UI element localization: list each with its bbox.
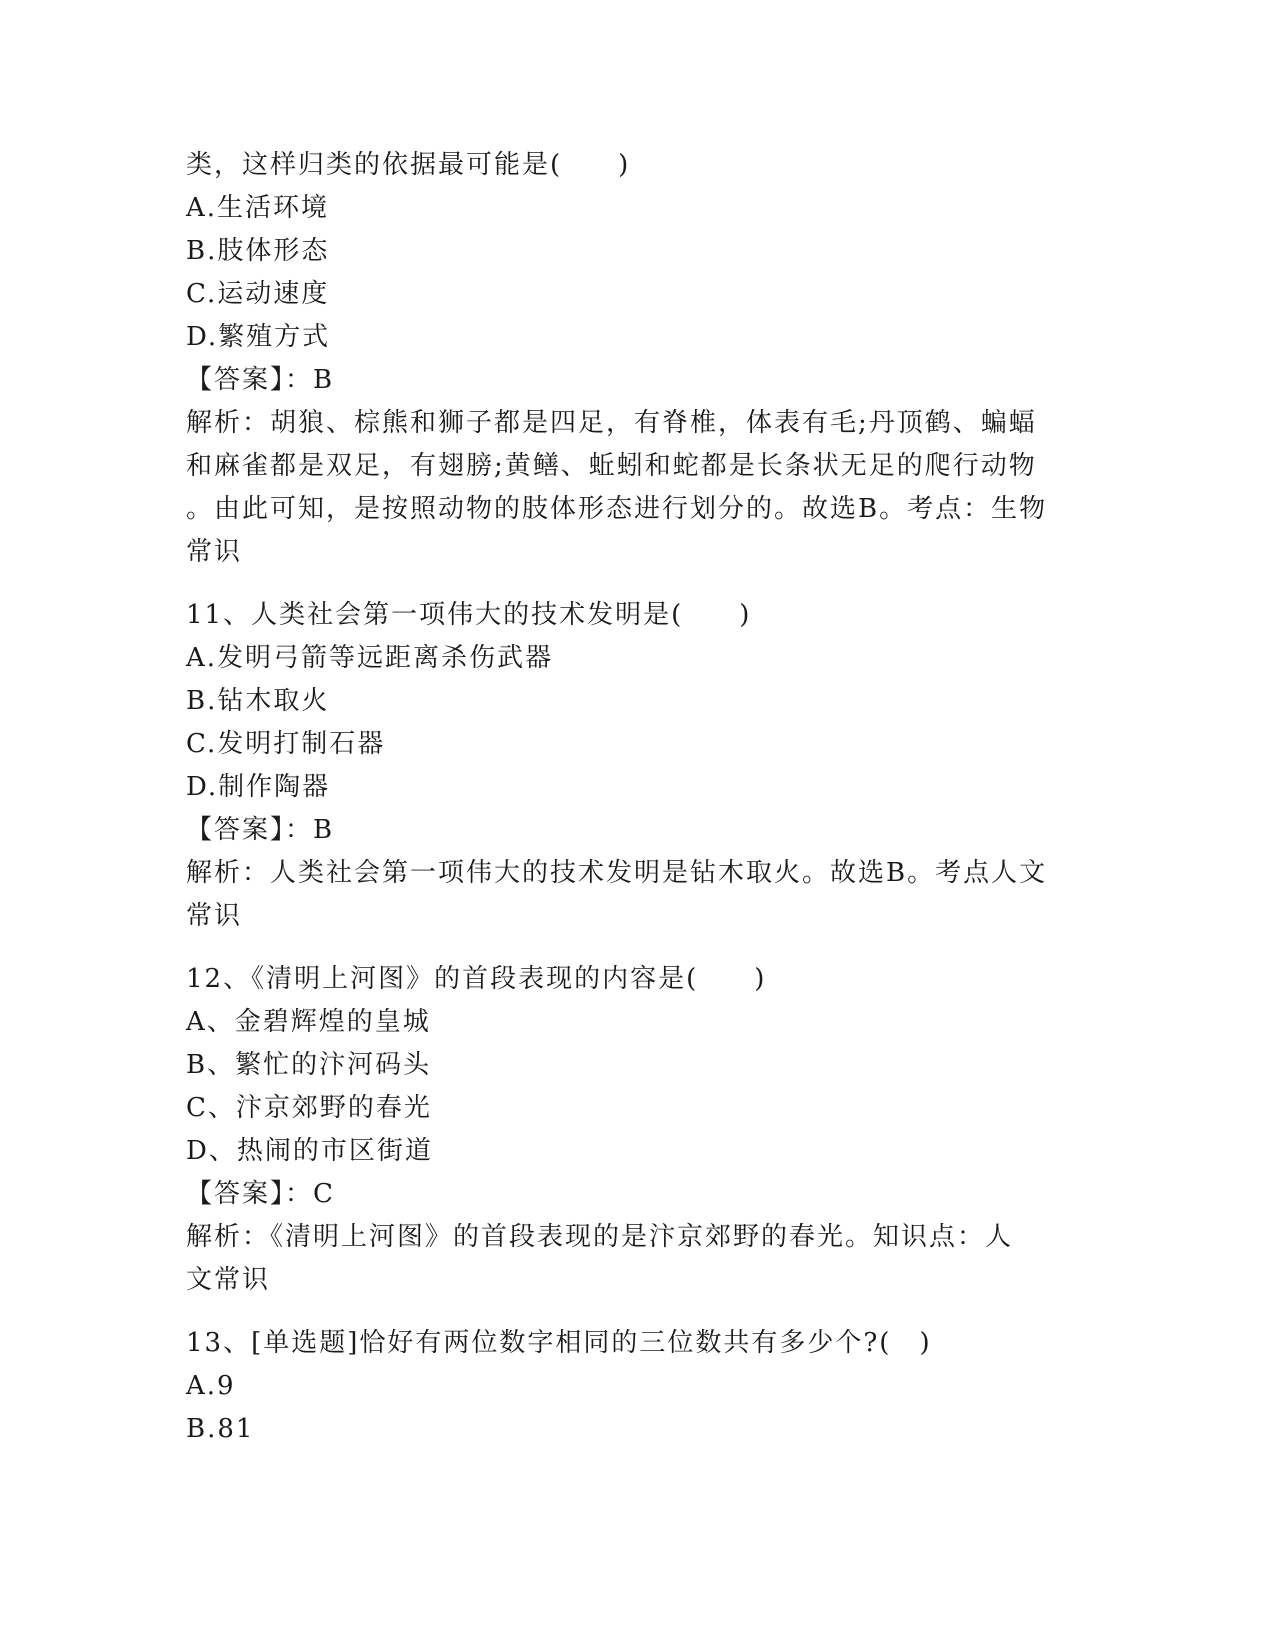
question-12: [186, 958, 1086, 1302]
analysis-line: 和麻雀都是双足，有翅膀;黄鳝、蚯蚓和蛇都是长条状无足的爬行动物: [186, 451, 1037, 481]
option-b: B.肢体形态: [186, 236, 330, 266]
question-spacer: [186, 574, 1086, 594]
option-b: B.81: [186, 1414, 255, 1444]
analysis-line: 解析：胡狼、棕熊和狮子都是四足，有脊椎，体表有毛;丹顶鹤、蝙蝠: [186, 408, 1037, 438]
question-spacer: [186, 938, 1086, 958]
analysis-line: 解析：《清明上河图》的首段表现的是汴京郊野的春光。知识点：人: [186, 1222, 1014, 1252]
answer: 【答案】：C: [186, 1179, 335, 1209]
analysis-line: 。由此可知，是按照动物的肢体形态进行划分的。故选B。考点：生物: [186, 494, 1048, 524]
option-c: C.运动速度: [186, 279, 330, 309]
question-list: [186, 144, 1086, 1451]
analysis-line: 解析：人类社会第一项伟大的技术发明是钻木取火。故选B。考点人文: [186, 858, 1048, 888]
question-11: [186, 594, 1086, 938]
question-stem: 12、《清明上河图》的首段表现的内容是( ): [186, 964, 767, 994]
option-b: B.钻木取火: [186, 686, 330, 716]
question-stem: 类，这样归类的依据最可能是( ): [186, 150, 631, 180]
option-c: C.发明打制石器: [186, 729, 386, 759]
question-stem: 13、[单选题]恰好有两位数字相同的三位数共有多少个?( ): [186, 1328, 932, 1358]
answer: 【答案】：B: [186, 815, 335, 845]
option-d: D、热闹的市区街道: [186, 1136, 433, 1166]
option-a: A.发明弓箭等远距离杀伤武器: [186, 643, 554, 673]
answer: 【答案】：B: [186, 365, 335, 395]
option-a: A.生活环境: [186, 193, 330, 223]
option-a: A、金碧辉煌的皇城: [186, 1007, 431, 1037]
analysis-line: 文常识: [186, 1265, 271, 1295]
question-spacer: [186, 1302, 1086, 1322]
option-a: A.9: [186, 1371, 236, 1401]
option-d: D.繁殖方式: [186, 322, 331, 352]
question-10: [186, 144, 1086, 574]
analysis-line: 常识: [186, 537, 243, 567]
option-b: B、繁忙的汴河码头: [186, 1050, 432, 1080]
option-d: D.制作陶器: [186, 772, 331, 802]
question-13: [186, 1322, 1086, 1451]
option-c: C、汴京郊野的春光: [186, 1093, 432, 1123]
analysis-line: 常识: [186, 901, 243, 931]
question-stem: 11、人类社会第一项伟大的技术发明是( ): [186, 600, 752, 630]
